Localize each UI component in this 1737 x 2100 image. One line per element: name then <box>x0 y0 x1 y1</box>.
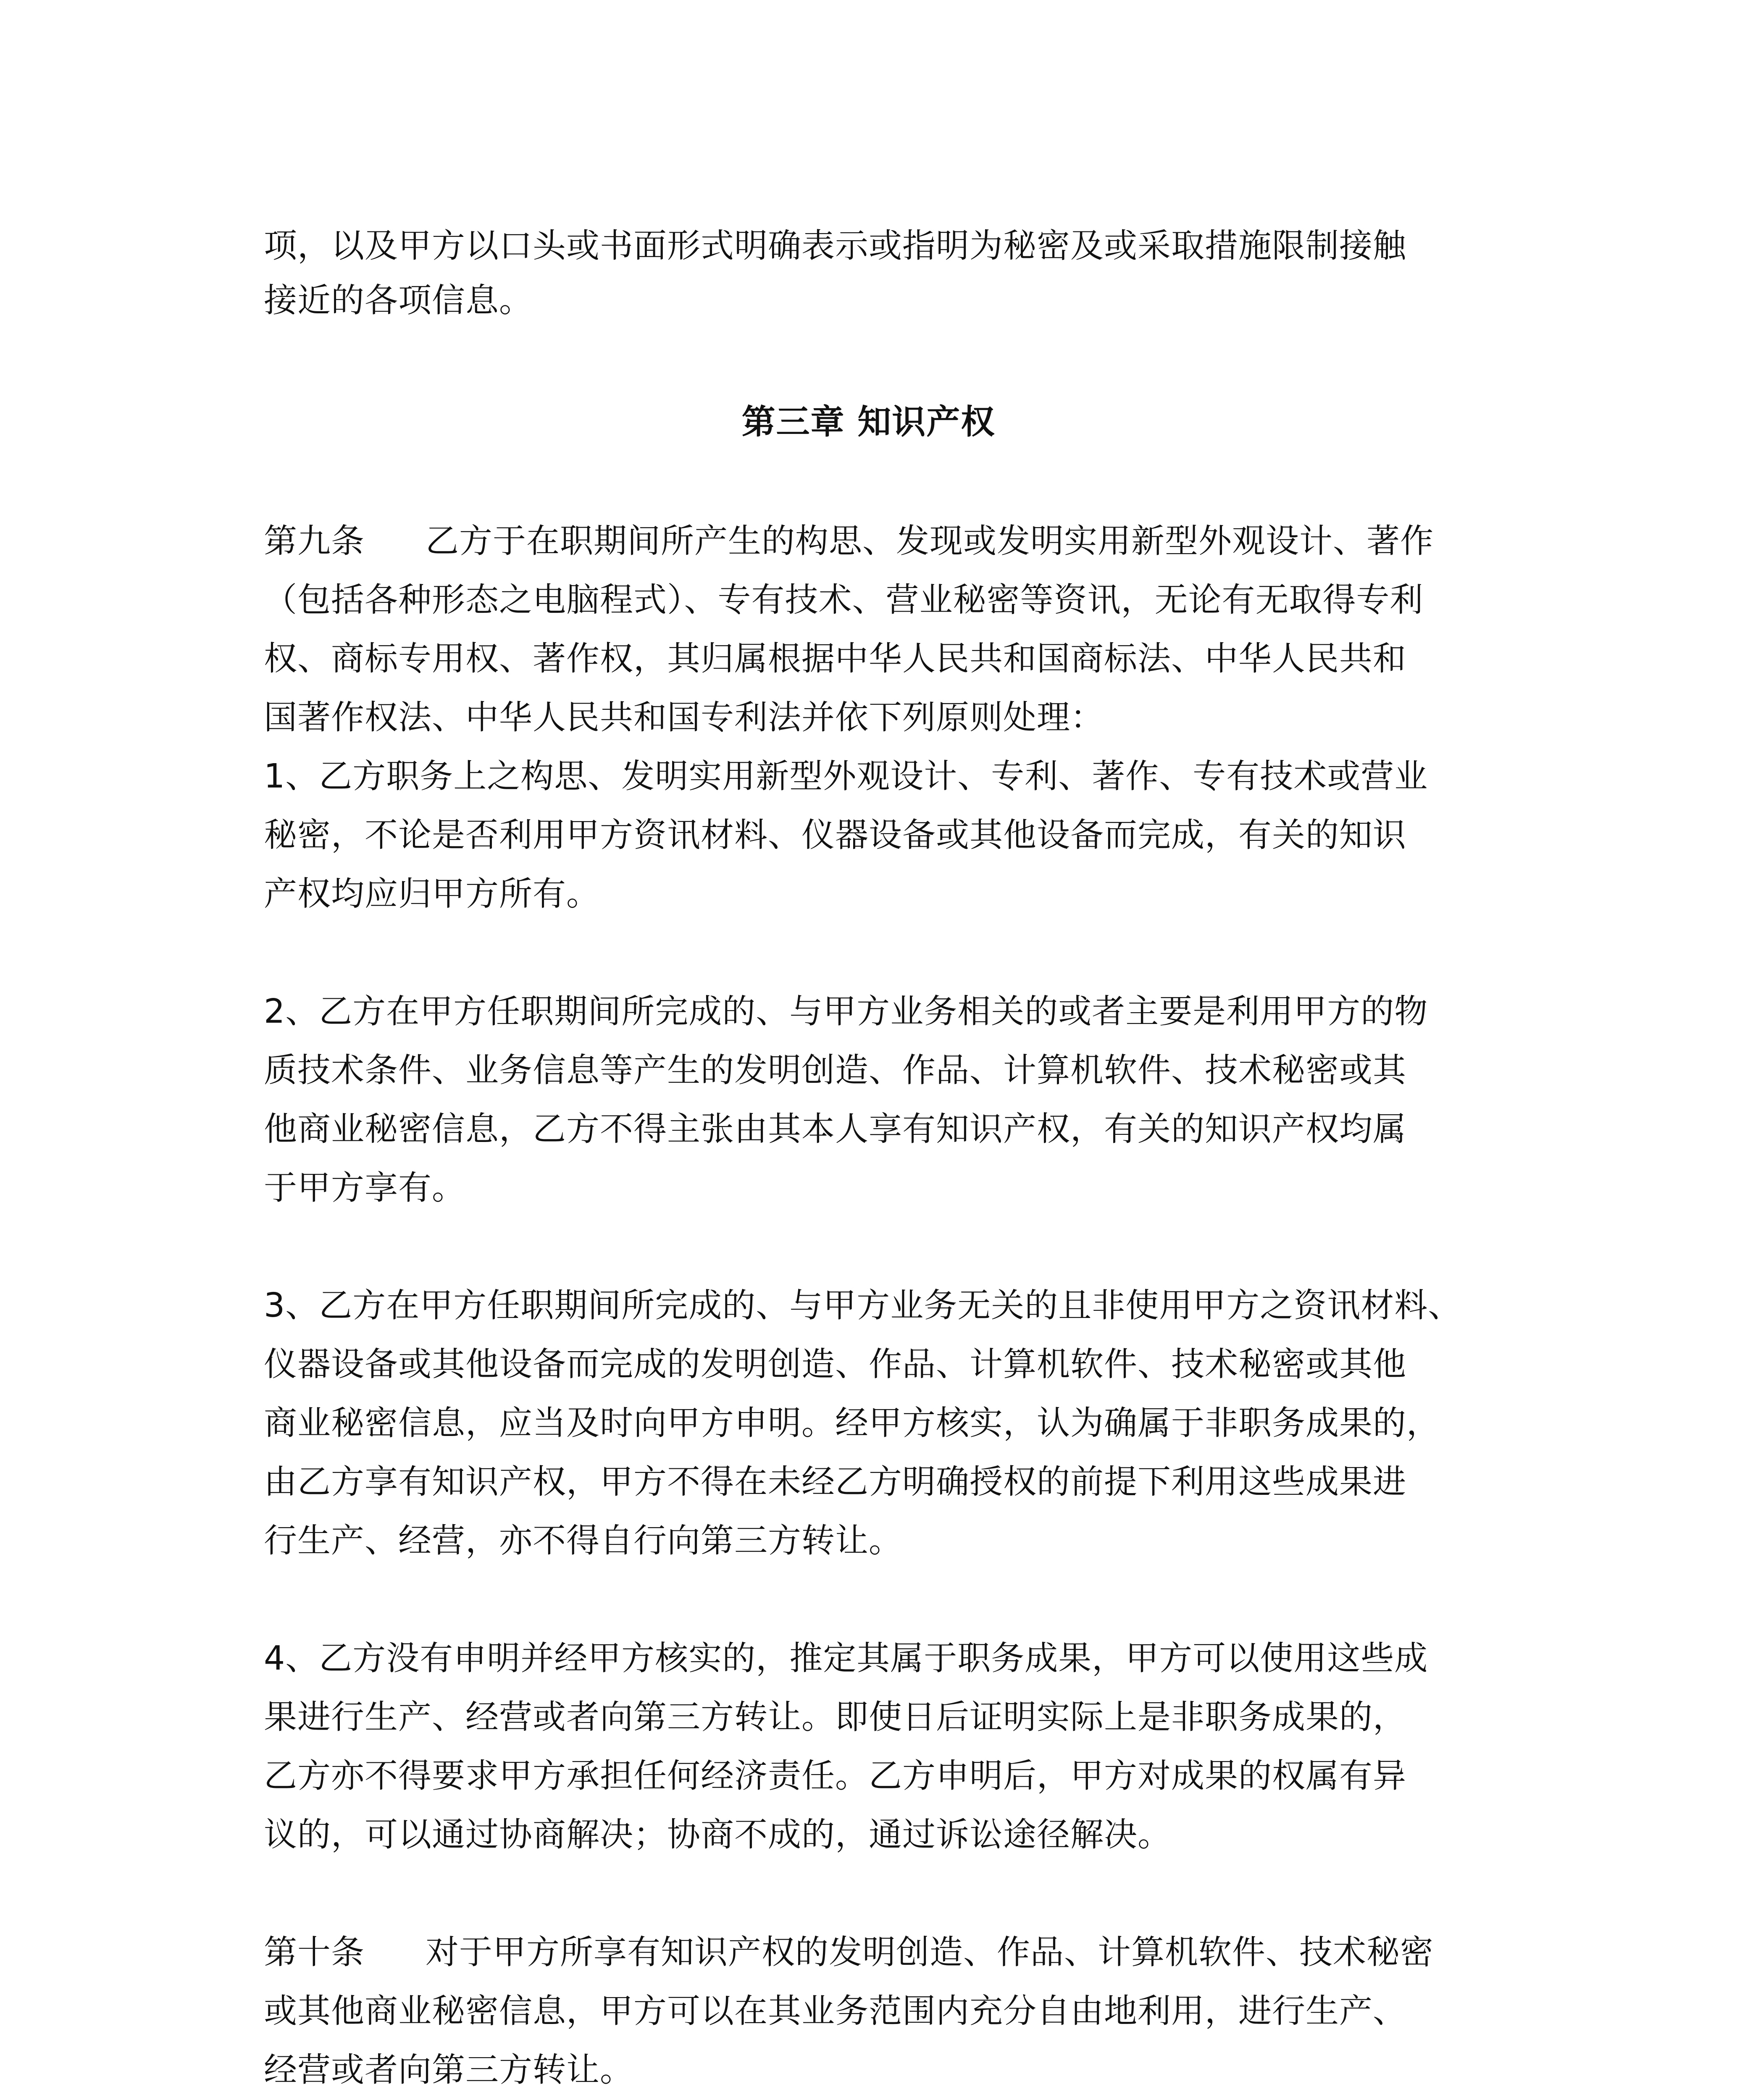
item-1-line-3: 产权均应归甲方所有。 <box>264 874 600 913</box>
item-3-line-1: 3、乙方在甲方任职期间所完成的、与甲方业务无关的且非使用甲方之资讯材料、 <box>264 1286 1462 1325</box>
article-9-line-3: 权、商标专用权、著作权，其归属根据中华人民共和国商标法、中华人民共和 <box>264 639 1406 678</box>
item-2-line-4: 于甲方享有。 <box>264 1168 465 1207</box>
article-9-line-2: （包括各种形态之电脑程式）、专有技术、营业秘密等资讯，无论有无取得专利 <box>264 580 1424 619</box>
item-2-line-2: 质技术条件、业务信息等产生的发明创造、作品、计算机软件、技术秘密或其 <box>264 1051 1406 1089</box>
article-10-label: 第十条 <box>264 1933 365 1971</box>
item-3-line-5: 行生产、经营，亦不得自行向第三方转让。 <box>264 1521 902 1560</box>
article-10-line-1 <box>264 1931 1434 1973</box>
item-4-line-2: 果进行生产、经营或者向第三方转让。即使日后证明实际上是非职务成果的， <box>264 1698 1406 1736</box>
item-1-line-1: 1、乙方职务上之构思、发明实用新型外观设计、专利、著作、专有技术或营业 <box>264 757 1428 795</box>
item-1-line-2: 秘密，不论是否利用甲方资讯材料、仪器设备或其他设备而完成，有关的知识 <box>264 816 1406 854</box>
article-9-label: 第九条 <box>264 522 365 560</box>
article-9-text: 乙方于在职期间所产生的构思、发现或发明实用新型外观设计、著作 <box>426 522 1434 560</box>
item-2-line-1: 2、乙方在甲方任职期间所完成的、与甲方业务相关的或者主要是利用甲方的物 <box>264 992 1428 1031</box>
item-2-line-3: 他商业秘密信息，乙方不得主张由其本人享有知识产权，有关的知识产权均属 <box>264 1110 1406 1148</box>
item-3-line-2: 仪器设备或其他设备而完成的发明创造、作品、计算机软件、技术秘密或其他 <box>264 1345 1406 1383</box>
item-4-line-3: 乙方亦不得要求甲方承担任何经济责任。乙方申明后，甲方对成果的权属有异 <box>264 1756 1406 1795</box>
continuation-line-1: 项，以及甲方以口头或书面形式明确表示或指明为秘密及或采取措施限制接触 <box>264 226 1406 265</box>
article-10-line-3: 经营或者向第三方转让。 <box>264 2050 633 2089</box>
article-9-line-1 <box>264 520 1434 562</box>
item-4-line-4: 议的，可以通过协商解决；协商不成的，通过诉讼途径解决。 <box>264 1815 1171 1854</box>
continuation-line-2: 接近的各项信息。 <box>264 281 533 320</box>
article-9-line-4: 国著作权法、中华人民共和国专利法并依下列原则处理： <box>264 698 1104 737</box>
item-3-line-4: 由乙方享有知识产权，甲方不得在未经乙方明确授权的前提下利用这些成果进 <box>264 1462 1406 1501</box>
item-4-line-1: 4、乙方没有申明并经甲方核实的，推定其属于职务成果，甲方可以使用这些成 <box>264 1639 1428 1677</box>
chapter-heading: 第三章 知识产权 <box>741 402 996 441</box>
article-10-text: 对于甲方所享有知识产权的发明创造、作品、计算机软件、技术秘密 <box>426 1933 1434 1971</box>
article-10-line-2: 或其他商业秘密信息，甲方可以在其业务范围内充分自由地利用，进行生产、 <box>264 1992 1406 2030</box>
item-3-line-3: 商业秘密信息，应当及时向甲方申明。经甲方核实，认为确属于非职务成果的， <box>264 1404 1440 1442</box>
